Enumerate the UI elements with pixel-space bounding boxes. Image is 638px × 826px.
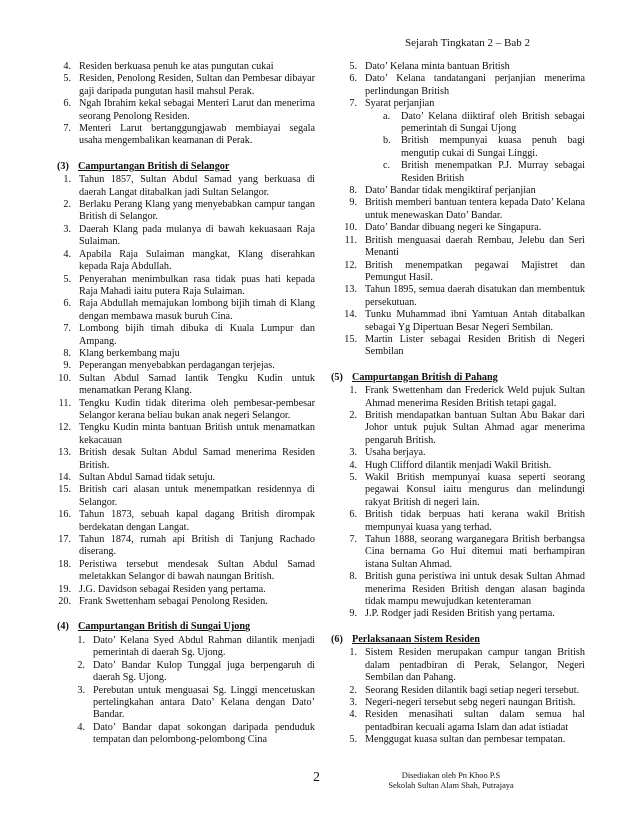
- item-text: Frank Swettenham sebagai Penolong Residen.: [79, 596, 268, 608]
- section-number: (3): [57, 160, 69, 172]
- item-text: Dato’ Kelana Syed Abdul Rahman dilantik menjadi pemerintah di daerah Sg. Ujong.: [93, 634, 315, 659]
- list-item: [331, 334, 585, 359]
- list-item: [57, 123, 315, 148]
- list-item: [331, 61, 585, 73]
- list-item: [331, 685, 585, 697]
- item-number: 20.: [58, 596, 71, 608]
- item-text: J.P. Rodger jadi Residen British yang pertama.: [365, 608, 555, 620]
- item-text: Daerah Klang pada mulanya di bawah kekuasaan Raja Sulaiman.: [79, 223, 315, 248]
- list-item: [57, 509, 315, 534]
- list-item: [331, 571, 585, 608]
- item-text: British mempunyai kuasa penuh bagi mengutip cukai di Sungai Linggi.: [401, 135, 585, 159]
- list-item: [57, 472, 315, 484]
- item-text: Tahun 1895, semua daerah disatukan dan membentuk persekutuan.: [365, 284, 585, 308]
- item-number: 6.: [63, 298, 71, 310]
- section-heading: [57, 621, 315, 633]
- item-number: 1.: [77, 634, 85, 646]
- item-text: Menggugat kuasa sultan dan pembesar tempatan.: [365, 734, 566, 746]
- list-item: [331, 410, 585, 447]
- list-item: [57, 534, 315, 559]
- list-item: [331, 460, 585, 472]
- item-text: Ngah Ibrahim kekal sebagai Menteri Larut dan menerima seorang Penolong Residen.: [79, 98, 315, 122]
- section-heading: [57, 161, 315, 173]
- item-text: Tahun 1874, rumah api British di Tanjung Rachado diserang.: [79, 534, 315, 558]
- list-item: [331, 709, 585, 734]
- item-text: British mendapatkan bantuan Sultan Abu Bakar dari Johor untuk pujuk Sultan Ahmad agar menerima pengaruh British.: [365, 409, 585, 446]
- list-item: [57, 61, 315, 73]
- item-number: 5.: [63, 73, 71, 85]
- list-item: [331, 534, 585, 571]
- item-text: Raja Abdullah memajukan lombong bijih timah di Klang dengan membawa masuk buruh Cina.: [79, 298, 315, 322]
- item-text: Lombong bijih timah dibuka di Kuala Lumpur dan Ampang.: [79, 323, 315, 347]
- sungai-ujong-continuation: [331, 61, 585, 359]
- item-number: 3.: [349, 447, 357, 459]
- item-text: Tengku Kudin tidak diterima oleh pembesar-pembesar Selangor kerana beliau bukan anak negeri Selangor.: [79, 397, 315, 421]
- list-item: [331, 697, 585, 709]
- list-item: [57, 373, 315, 398]
- item-number: 13.: [344, 284, 357, 296]
- list-item: [57, 360, 315, 372]
- item-number: 7.: [63, 123, 71, 135]
- list-item: [57, 484, 315, 509]
- item-text: Penyerahan menimbulkan rasa tidak puas hati kepada Raja Mahadi iaitu putera Raja Sulaiman.: [79, 273, 315, 297]
- section-sistem-residen: [331, 634, 585, 747]
- item-number: 9.: [349, 197, 357, 209]
- item-text: Dato’ Bandar dibuang negeri ke Singapura.: [365, 222, 542, 234]
- section-number: (6): [331, 633, 343, 645]
- item-text: Residen, Penolong Residen, Sultan dan Pembesar dibayar gaji daripada pungutan hasil mahsul Perak.: [79, 73, 315, 97]
- list-item: [57, 73, 315, 98]
- item-number: 9.: [349, 608, 357, 620]
- item-text: Dato’ Bandar dapat sokongan daripada penduduk tempatan dan pelombong-pelombong Cina: [93, 721, 315, 746]
- item-text: J.G. Davidson sebagai Residen yang pertama.: [79, 583, 266, 595]
- section-sungai-ujong: [57, 621, 315, 746]
- page-number: 2: [313, 770, 320, 785]
- section-title: Campurtangan British di Sungai Ujong: [78, 621, 251, 633]
- item-number: 5.: [349, 734, 357, 746]
- list-item: [331, 509, 585, 534]
- list-item: [57, 348, 315, 360]
- item-number: 12.: [344, 259, 357, 271]
- item-number: 11.: [58, 397, 71, 409]
- item-number: 4.: [63, 248, 71, 260]
- item-number: 2.: [63, 199, 71, 211]
- item-text: Hugh Clifford dilantik menjadi Wakil British.: [365, 459, 552, 471]
- list-item: [57, 323, 315, 348]
- item-number: 11.: [344, 234, 357, 246]
- item-text: Apabila Raja Sulaiman mangkat, Klang diserahkan kepada Raja Abdullah.: [79, 248, 315, 273]
- item-number: 15.: [58, 484, 71, 496]
- item-number: 2.: [349, 409, 357, 421]
- item-text: Dato’ Kelana minta bantuan British: [365, 61, 510, 72]
- section-title: Perlaksanaan Sistem Residen: [352, 633, 480, 645]
- list-item: [57, 224, 315, 249]
- item-number: c.: [383, 160, 391, 172]
- list-item: [57, 596, 315, 608]
- item-text: British guna peristiwa ini untuk desak Sultan Ahmad menerima Residen British dengan alasan baginda tidak mampu mewujudkan ketenteraman: [365, 571, 585, 608]
- section-number: (4): [57, 621, 69, 633]
- item-text: Menteri Larut bertanggungjawab membiayai segala usaha mengembalikan keamanan di Perak.: [79, 123, 315, 147]
- item-number: 4.: [63, 61, 71, 72]
- left-column: [57, 61, 315, 747]
- item-number: 4.: [349, 709, 357, 721]
- list-item: [331, 647, 585, 684]
- section-number: (5): [331, 371, 343, 383]
- item-text: Perebutan untuk menguasai Sg. Linggi mencetuskan pertelingkahan antara Dato’ Kelana dengan Dato’ Bandar.: [93, 684, 315, 721]
- item-text: Tahun 1857, Sultan Abdul Samad yang berkuasa di daerah Langat ditabalkan jadi Sultan Selangor.: [79, 174, 315, 198]
- item-text: British menempatkan P.J. Murray sebagai Residen British: [401, 160, 585, 184]
- item-text: Usaha berjaya.: [365, 447, 426, 459]
- item-number: b.: [383, 135, 391, 147]
- footer: [381, 771, 521, 791]
- list-item: [57, 98, 315, 123]
- list-item: [331, 734, 585, 746]
- item-text: Seorang Residen dilantik bagi setiap negeri tersebut.: [365, 684, 580, 696]
- item-number: 17.: [58, 534, 71, 546]
- list-item: [57, 635, 315, 660]
- item-text: Sistem Residen merupakan campur tangan British dalam pentadbiran di Perak, Selangor, Negeri Sembilan dan Pahang.: [365, 647, 585, 684]
- list-item: [331, 608, 585, 620]
- list-item: [57, 685, 315, 722]
- item-number: 10.: [344, 222, 357, 234]
- pahang-list: [331, 385, 585, 621]
- item-number: 5.: [63, 273, 71, 285]
- page-header: Sejarah Tingkatan 2 – Bab 2: [405, 37, 530, 49]
- item-text: Residen menasihati sultan dalam semua hal pentadbiran kecuali agama Islam dan adat istiadat: [365, 709, 585, 733]
- list-item: [331, 235, 585, 260]
- item-text: Berlaku Perang Klang yang menyebabkan campur tangan British di Selangor.: [79, 199, 315, 223]
- item-text: Wakil British mempunyai kuasa seperti seorang pegawai Konsul iaitu mengurus dan melindungi rakyat British di negeri lain.: [365, 472, 585, 508]
- item-text: Syarat perjanjian: [365, 98, 435, 110]
- sub-list-item: [331, 160, 585, 185]
- list-item: [57, 274, 315, 299]
- item-number: 7.: [63, 323, 71, 335]
- section-pahang: [331, 372, 585, 621]
- list-item: [331, 197, 585, 222]
- item-text: Dato’ Bandar Kulop Tunggal juga berpengaruh di daerah Sg. Ujong.: [93, 659, 315, 684]
- item-number: 8.: [349, 185, 357, 197]
- item-number: 6.: [349, 509, 357, 521]
- item-number: 3.: [349, 696, 357, 708]
- item-text: Sultan Abdul Samad tidak setuju.: [79, 472, 216, 483]
- item-number: 14.: [344, 309, 357, 321]
- item-number: 2.: [349, 684, 357, 696]
- item-text: British memberi bantuan tentera kepada Dato’ Kelana untuk menewaskan Dato’ Bandar.: [365, 197, 585, 221]
- item-text: Tengku Kudin minta bantuan British untuk menamatkan kekacauan: [79, 422, 315, 446]
- item-number: 5.: [349, 61, 357, 72]
- list-item: [57, 298, 315, 323]
- item-number: 10.: [58, 372, 71, 384]
- section-title: Campurtangan British di Pahang: [352, 371, 498, 383]
- item-number: a.: [383, 110, 391, 122]
- item-text: Residen berkuasa penuh ke atas pungutan cukai: [79, 61, 274, 72]
- list-item: [331, 309, 585, 334]
- selangor-list: [57, 174, 315, 608]
- footer-line-1: Disediakan oleh Pn Khoo P.S: [401, 771, 501, 780]
- item-text: Klang berkembang maju: [79, 347, 180, 359]
- item-number: 8.: [63, 347, 71, 359]
- item-text: Sultan Abdul Samad lantik Tengku Kudin untuk menamatkan Perang Klang.: [79, 372, 315, 397]
- item-number: 4.: [77, 721, 85, 733]
- right-column: [331, 61, 585, 747]
- list-item: [331, 73, 585, 98]
- list-item: [331, 385, 585, 410]
- list-item: [331, 222, 585, 234]
- list-item: [57, 584, 315, 596]
- item-number: 1.: [63, 174, 71, 186]
- sungai-ujong-list-cont: [331, 61, 585, 111]
- list-item: [331, 472, 585, 509]
- list-item: [331, 284, 585, 309]
- list-item: [331, 98, 585, 110]
- list-item: [331, 447, 585, 459]
- list-item: [331, 185, 585, 197]
- item-text: Frank Swettenham dan Frederick Weld pujuk Sultan Ahmad menerima Residen British tetapi gagal.: [365, 385, 585, 409]
- list-item: [57, 249, 315, 274]
- item-number: 1.: [349, 385, 357, 397]
- item-text: Martin Lister sebagai Residen British di Negeri Sembilan: [365, 333, 585, 358]
- item-text: Negeri-negeri tersebut sebg negeri naungan British.: [365, 696, 576, 708]
- footer-line-2: Sekolah Sultan Alam Shah, Putrajaya: [388, 781, 514, 790]
- item-number: 1.: [349, 647, 357, 659]
- item-text: Tahun 1873, sebuah kapal dagang British dirompak berdekatan dengan Langat.: [79, 509, 315, 533]
- sub-list-item: [331, 111, 585, 136]
- item-text: British desak Sultan Abdul Samad menerima Residen British.: [79, 447, 315, 471]
- perak-continuation: [57, 61, 315, 148]
- list-item: [57, 660, 315, 685]
- item-number: 14.: [58, 472, 71, 483]
- item-text: Dato’ Kelana tandatangani perjanjian menerima perlindungan British: [365, 73, 585, 97]
- item-number: 2.: [77, 659, 85, 671]
- residen-list: [331, 647, 585, 746]
- list-item: [57, 447, 315, 472]
- section-heading: [331, 372, 585, 384]
- item-number: 6.: [349, 73, 357, 85]
- item-number: 18.: [58, 558, 71, 570]
- item-number: 4.: [349, 459, 357, 471]
- item-number: 19.: [58, 583, 71, 595]
- item-number: 9.: [63, 360, 71, 372]
- section-title: Campurtangan British di Selangor: [78, 160, 230, 172]
- item-text: British menempatkan pegawai Majistret dan Pemungut Hasil.: [365, 259, 585, 283]
- item-text: British menguasai daerah Rembau, Jelebu dan Seri Menanti: [365, 234, 585, 259]
- list-item: [57, 199, 315, 224]
- list-item: [57, 398, 315, 423]
- item-number: 7.: [349, 534, 357, 546]
- item-number: 5.: [349, 472, 357, 483]
- list-item: [331, 260, 585, 285]
- item-number: 3.: [63, 223, 71, 235]
- item-number: 12.: [58, 422, 71, 434]
- item-text: Tahun 1888, seorang warganegara British berbangsa Cina bernama Go Hui ditemui mati berhampiran istana Sultan Ahmad.: [365, 534, 585, 570]
- item-text: Peristiwa tersebut mendesak Sultan Abdul Samad meletakkan Selangor di bawah naungan British.: [79, 558, 315, 583]
- syarat-list: [331, 111, 585, 185]
- item-number: 15.: [344, 333, 357, 345]
- item-text: Peperangan menyebabkan perdagangan terjejas.: [79, 360, 275, 372]
- sub-list-item: [331, 135, 585, 160]
- section-heading: [331, 634, 585, 646]
- list-item: [57, 422, 315, 447]
- list-item: [57, 722, 315, 747]
- list-item: [57, 559, 315, 584]
- item-number: 6.: [63, 98, 71, 110]
- item-number: 16.: [58, 509, 71, 521]
- section-selangor: [57, 161, 315, 609]
- item-text: British tidak berpuas hati kerana wakil British mempunyai kuasa yang terhad.: [365, 509, 585, 533]
- item-text: Dato’ Bandar tidak mengiktiraf perjanjian: [365, 185, 536, 197]
- item-text: British cari alasan untuk menempatkan residennya di Selangor.: [79, 484, 315, 508]
- item-text: Tunku Muhammad ibni Yamtuan Antah ditabalkan sebagai Yg Dipertuan Besar Negeri Sembilan.: [365, 309, 585, 333]
- item-number: 7.: [349, 98, 357, 110]
- sungai-ujong-list: [57, 635, 315, 747]
- item-number: 13.: [58, 447, 71, 459]
- item-number: 8.: [349, 571, 357, 583]
- list-item: [57, 174, 315, 199]
- item-text: Dato’ Kelana diiktiraf oleh British sebagai pemerintah di Sungai Ujong: [401, 110, 585, 135]
- item-number: 3.: [77, 684, 85, 696]
- sungai-ujong-list-cont-2: [331, 185, 585, 359]
